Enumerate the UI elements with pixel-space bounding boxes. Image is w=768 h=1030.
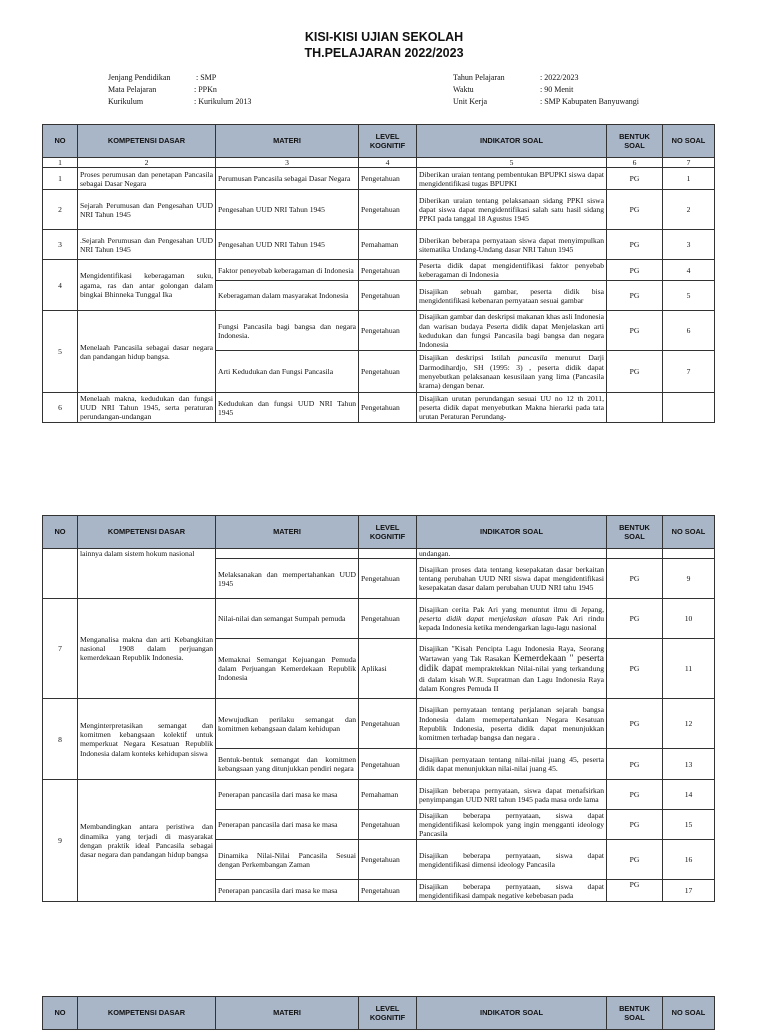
indikator-text: mempraktekkan Nilai-nilai yang terkandung di dalam kisah W.R. Supratman dan Lagu Indonesia Raya dalam Kongres Pemuda II [419, 664, 604, 693]
grid-table-page-2 [42, 515, 715, 902]
column-number: 7 [663, 158, 715, 168]
column-number: 1 [43, 158, 78, 168]
indikator-cell: Disajikan urutan perundangan sesuai UU no 12 th 2011, peserta didik dapat menyebutkan Makna hierarki pada tata urutan Peraturan Perundang- [417, 393, 607, 423]
column-number-row [43, 158, 715, 168]
column-number: 6 [607, 158, 663, 168]
materi-cell: Bentuk-bentuk semangat dan komitmen kebangsaan yang ditunjukkan pendiri negara [216, 749, 359, 780]
col-header: LEVEL KOGNITIF [359, 516, 417, 549]
soal-number-cell: 5 [663, 281, 715, 311]
col-header: MATERI [216, 516, 359, 549]
level-cell [359, 549, 417, 559]
level-cell: Pengetahuan [359, 351, 417, 393]
table-row [43, 190, 715, 230]
column-number: 4 [359, 158, 417, 168]
indikator-cell: Disajikan pernyataan tentang nilai-nilai juang 45, peserta didik dapat menunjukkan nilai-nilai juang 45. [417, 749, 607, 780]
indikator-cell: undangan. [417, 549, 607, 559]
soal-number-cell: 6 [663, 311, 715, 351]
table-header-row [43, 516, 715, 549]
materi-cell: Penerapan pancasila dari masa ke masa [216, 780, 359, 810]
materi-cell: Nilai-nilai dan semangat Sumpah pemuda [216, 599, 359, 639]
soal-number-cell [663, 549, 715, 559]
table-row [43, 699, 715, 749]
indikator-cell: Disajikan pernyataan tentang perjalanan sejarah bangsa Indonesia dalam memepertahankan Negara Kesatuan Republik Indonesia, peserta didik dapat menunjukkan komitmen terhadap bangsa dan negara . [417, 699, 607, 749]
soal-number-cell: 2 [663, 190, 715, 230]
indikator-cell: Disajikan sebuah gambar, peserta didik bisa mengidentifikasi kebenaran pernyataan sesuai gambar [417, 281, 607, 311]
meta-label: Unit Kerja [453, 97, 487, 106]
soal-number-cell: 10 [663, 599, 715, 639]
meta-value: : SMP Kabupaten Banyuwangi [540, 97, 640, 106]
materi-cell: Penerapan pancasila dari masa ke masa [216, 880, 359, 902]
kompetensi-dasar-cell: Menelaah Pancasila sebagai dasar negara dan pandangan hidup bangsa. [78, 311, 216, 393]
table-row [43, 168, 715, 190]
materi-cell: Perumusan Pancasila sebagai Dasar Negara [216, 168, 359, 190]
soal-number-cell: 15 [663, 810, 715, 840]
indikator-text: Disajikan cerita Pak Ari yang menuntut ilmu di Jepang, [419, 604, 604, 614]
table-header-row [43, 125, 715, 158]
indikator-cell: Peserta didik dapat mengidentifikasi faktor penyebab keberagaman di Indonesia [417, 260, 607, 281]
indikator-cell: Disajikan beberapa pernyataan, siswa dapat mengidentifikasi dimensi ideology Pancasila [417, 840, 607, 880]
soal-number-cell: 1 [663, 168, 715, 190]
bentuk-cell: PG [607, 260, 663, 281]
materi-cell: Mewujudkan perilaku semangat dan komitmen kebangsaan dalam kehidupan [216, 699, 359, 749]
row-no: 8 [43, 699, 78, 780]
col-header: NO [43, 516, 78, 549]
row-no [43, 549, 78, 599]
bentuk-cell: PG [607, 168, 663, 190]
meta-value: : 90 Menit [540, 85, 574, 94]
soal-number-cell: 3 [663, 230, 715, 260]
meta-value: : PPKn [194, 85, 217, 94]
table-row [43, 549, 715, 559]
level-cell: Pemahaman [359, 230, 417, 260]
meta-value: : 2022/2023 [540, 73, 579, 82]
indikator-emphasis: pancasila [517, 353, 548, 363]
row-no: 7 [43, 599, 78, 699]
indikator-cell: Diberikan uraian tentang pelaksanaan sidang PPKI siswa dapat siswa dapat mengidentifikasi salah satu hasil sidang PPKI pada tanggal 18 Agustus 1945 [417, 190, 607, 230]
soal-number-cell: 12 [663, 699, 715, 749]
table-row [43, 260, 715, 281]
materi-cell: Dinamika Nilai-Nilai Pancasila Sesuai dengan Perkembangan Zaman [216, 840, 359, 880]
kompetensi-dasar-cell: Menginterpretasikan semangat dan komitmen kebangsaan kolektif untuk memperkuat Negara Kesatuan Republik Indonesia dalam konteks kehidupan siswa [78, 699, 216, 780]
meta-label: Waktu [453, 85, 474, 94]
table-row [43, 230, 715, 260]
kompetensi-dasar-cell: .Sejarah Perumusan dan Pengesahan UUD NRI Tahun 1945 [78, 230, 216, 260]
col-header: KOMPETENSI DASAR [78, 125, 216, 158]
kompetensi-dasar-cell: Mengidentifikasi keberagaman suku, agama, ras dan antar golongan dalam bingkai Bhinneka Tunggal Ika [78, 260, 216, 311]
table-row [43, 780, 715, 810]
materi-cell: Pengesahan UUD NRI Tahun 1945 [216, 190, 359, 230]
level-cell: Pengetahuan [359, 880, 417, 902]
level-cell: Pengetahuan [359, 190, 417, 230]
meta-right [453, 73, 713, 109]
soal-number-cell: 11 [663, 639, 715, 699]
col-header: BENTUK SOAL [607, 997, 663, 1030]
indikator-text: Disajikan deskripsi Istilah [419, 353, 518, 363]
level-cell: Aplikasi [359, 639, 417, 699]
col-header: INDIKATOR SOAL [417, 516, 607, 549]
row-no: 2 [43, 190, 78, 230]
bentuk-cell: PG [607, 749, 663, 780]
materi-cell [216, 549, 359, 559]
level-cell: Pengetahuan [359, 599, 417, 639]
column-number: 3 [216, 158, 359, 168]
meta-left [108, 73, 408, 109]
indikator-cell: Disajikan beberapa pernyataan, siswa dapat mengidentifikasi dampak negative kebebasan pada [417, 880, 607, 902]
row-no: 4 [43, 260, 78, 311]
indikator-cell: Disajikan proses data tentang kesepakatan dasar berkaitan tentang perubahan UUD NRI siswa dapat mengidentifikasi kesepakatan dasar dalam perubahan UUD NRI tahu 1945 [417, 559, 607, 599]
bentuk-cell: PG [607, 599, 663, 639]
soal-number-cell: 4 [663, 260, 715, 281]
col-header: NO [43, 125, 78, 158]
col-header: INDIKATOR SOAL [417, 125, 607, 158]
meta-value: : SMP [196, 73, 217, 82]
kompetensi-dasar-cell: Menelaah makna, kedudukan dan fungsi UUD NRI Tahun 1945, serta peraturan perundangan-undangan [78, 393, 216, 423]
level-cell: Pengetahuan [359, 168, 417, 190]
row-no: 9 [43, 780, 78, 902]
indikator-cell: Disajikan gambar dan deskripsi makanan khas asli Indonesia dan warisan budaya Peserta didik dapat Menjelaskan arti kedudukan dan fungsi Pancasila bagi bangsa dan negara Indonesia [417, 311, 607, 351]
kompetensi-dasar-cell: Menganalisa makna dan arti Kebangkitan nasional 1908 dalam perjuangan kemerdekaan Republik Indonesia. [78, 599, 216, 699]
level-cell: Pengetahuan [359, 393, 417, 423]
grid-table-page-3 [42, 996, 715, 1030]
col-header: INDIKATOR SOAL [417, 997, 607, 1030]
kompetensi-dasar-cell: Membandingkan antara peristiwa dan dinamika yang terjadi di masyarakat dengan praktik ideal Pancasila sebagai dasar negara dan pandangan hidup bangsa [78, 780, 216, 902]
kompetensi-dasar-cell: lainnya dalam sistem hokum nasional [78, 549, 216, 599]
col-header: NO [43, 997, 78, 1030]
indikator-cell: Disajikan beberapa pernyataan, siswa dapat mengidentifikasi kelompok yang ingin mengganti ideology Pancasila [417, 810, 607, 840]
col-header: LEVEL KOGNITIF [359, 125, 417, 158]
col-header: KOMPETENSI DASAR [78, 997, 216, 1030]
column-number: 5 [417, 158, 607, 168]
document-subtitle: TH.PELAJARAN 2022/2023 [304, 46, 464, 60]
row-no: 3 [43, 230, 78, 260]
indikator-text: Disajikan "Kisah Pencipta Lagu Indonesia Raya, Seorang Wartawan yang Tak Rasakan [419, 644, 604, 663]
materi-cell: Melaksanakan dan mempertahankan UUD 1945 [216, 559, 359, 599]
column-number: 2 [78, 158, 216, 168]
level-cell: Pengetahuan [359, 559, 417, 599]
row-no: 5 [43, 311, 78, 393]
indikator-cell: Diberikan uraian tentang pembentukan BPUPKI siswa dapat mengidentifikasi tugas BPUPKI [417, 168, 607, 190]
soal-number-cell: 9 [663, 559, 715, 599]
indikator-cell [417, 351, 607, 393]
row-no: 6 [43, 393, 78, 423]
indikator-text: Pak Ari rindu kepada Indonesia ketika mendengarkan lagu-lagu nasional [419, 614, 604, 633]
document-title: KISI-KISI UJIAN SEKOLAH [304, 30, 464, 44]
level-cell: Pengetahuan [359, 749, 417, 780]
bentuk-cell: PG [607, 311, 663, 351]
bentuk-cell: PG [607, 810, 663, 840]
level-cell: Pengetahuan [359, 840, 417, 880]
bentuk-cell: PG [607, 190, 663, 230]
meta-label: Kurikulum [108, 97, 144, 106]
meta-label: Mata Pelajaran [108, 85, 157, 94]
grid-table-page-1 [42, 124, 715, 423]
indikator-text-large: Kemerdekaan " peserta didik dapat [419, 653, 604, 675]
materi-cell: Faktor peneyebab keberagaman di Indonesia [216, 260, 359, 281]
col-header: KOMPETENSI DASAR [78, 516, 216, 549]
bentuk-cell: PG [607, 281, 663, 311]
soal-number-cell [663, 393, 715, 423]
level-cell: Pengetahuan [359, 281, 417, 311]
level-cell: Pengetahuan [359, 699, 417, 749]
level-cell: Pemahaman [359, 780, 417, 810]
bentuk-cell: PG [607, 351, 663, 393]
level-cell: Pengetahuan [359, 810, 417, 840]
bentuk-cell: PG [607, 230, 663, 260]
indikator-cell [417, 639, 607, 699]
materi-cell: Penerapan pancasila dari masa ke masa [216, 810, 359, 840]
indikator-cell [417, 599, 607, 639]
materi-cell: Fungsi Pancasila bagi bangsa dan negara Indonesia. [216, 311, 359, 351]
bentuk-cell: PG [607, 699, 663, 749]
bentuk-cell: PG [607, 639, 663, 699]
kompetensi-dasar-cell: Sejarah Perumusan dan Pengesahan UUD NRI Tahun 1945 [78, 190, 216, 230]
indikator-emphasis: peserta didik dapat menjelaskan alasan [419, 614, 552, 624]
row-no: 1 [43, 168, 78, 190]
bentuk-cell: PG [607, 840, 663, 880]
soal-number-cell: 17 [663, 880, 715, 902]
soal-number-cell: 13 [663, 749, 715, 780]
materi-cell: Keberagaman dalam masyarakat Indonesia [216, 281, 359, 311]
soal-number-cell: 7 [663, 351, 715, 393]
col-header: NO SOAL [663, 997, 715, 1030]
materi-cell: Pengesahan UUD NRI Tahun 1945 [216, 230, 359, 260]
materi-cell: Memaknai Semangat Kejuangan Pemuda dalam Perjuangan Kemerdekaan Republik Indonesia [216, 639, 359, 699]
kompetensi-dasar-cell: Proses perumusan dan penetapan Pancasila sebagai Dasar Negara [78, 168, 216, 190]
bentuk-cell [607, 393, 663, 423]
meta-value: : Kurikulum 2013 [194, 97, 252, 106]
materi-cell: Arti Kedudukan dan Fungsi Pancasila [216, 351, 359, 393]
bentuk-cell: PG [607, 780, 663, 810]
indikator-text: menurut Darji Darmodihardjo, SH (1995: 3) , peserta didik dapat menyebutkan pelaksanaan kesusilaan yang lima (Pancasila krama) dengan benar. [419, 353, 604, 390]
table-row [43, 393, 715, 423]
indikator-cell: Disajikan beberapa pernyataan, siswa dapat menafsirkan penyimpangan UUD NRI tahun 1945 pada masa orde lama [417, 780, 607, 810]
table-row [43, 599, 715, 639]
level-cell: Pengetahuan [359, 260, 417, 281]
meta-label: Tahun Pelajaran [453, 73, 505, 82]
table-row [43, 311, 715, 351]
materi-cell: Kedudukan dan fungsi UUD NRI Tahun 1945 [216, 393, 359, 423]
col-header: MATERI [216, 125, 359, 158]
meta-label: Jenjang Pendidikan [108, 73, 171, 82]
level-cell: Pengetahuan [359, 311, 417, 351]
col-header: LEVEL KOGNITIF [359, 997, 417, 1030]
col-header: NO SOAL [663, 125, 715, 158]
bentuk-cell [607, 549, 663, 559]
bentuk-cell: PG [607, 559, 663, 599]
bentuk-cell: PG [607, 880, 663, 902]
col-header: BENTUK SOAL [607, 125, 663, 158]
col-header: BENTUK SOAL [607, 516, 663, 549]
soal-number-cell: 16 [663, 840, 715, 880]
indikator-cell: Diberikan beberapa pernyataan siswa dapat menyimpulkan sitematika Undang-Undang dasar NRI Tahun 1945 [417, 230, 607, 260]
col-header: NO SOAL [663, 516, 715, 549]
col-header: MATERI [216, 997, 359, 1030]
table-header-row [43, 997, 715, 1030]
soal-number-cell: 14 [663, 780, 715, 810]
